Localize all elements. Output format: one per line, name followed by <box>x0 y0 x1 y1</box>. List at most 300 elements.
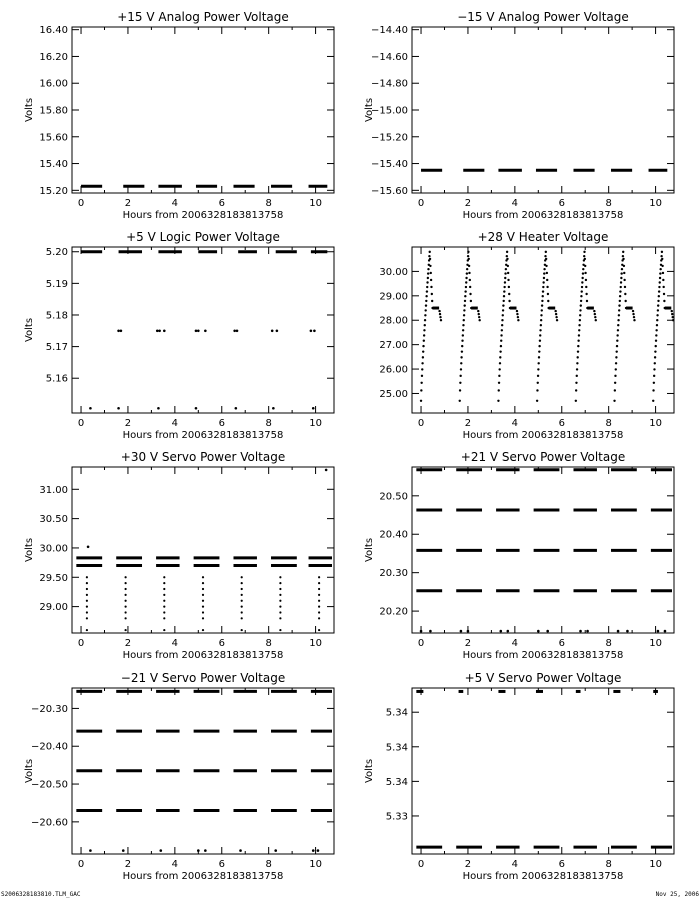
data-point <box>89 849 92 852</box>
data-point <box>661 258 663 260</box>
y-tick-label: 28.00 <box>379 315 408 327</box>
y-tick-label: 5.34 <box>385 742 408 754</box>
panel-title: +28 V Heater Voltage <box>477 230 609 244</box>
data-point <box>461 345 463 347</box>
data-point <box>202 600 204 602</box>
data-point <box>581 286 583 288</box>
data-point <box>423 329 425 331</box>
x-tick-label: 0 <box>417 638 425 649</box>
plot-frame <box>412 27 674 193</box>
data-point <box>429 265 431 267</box>
x-tick-label: 2 <box>464 418 472 429</box>
data-point <box>656 314 658 316</box>
data-point <box>318 582 320 584</box>
panel-title: +5 V Servo Power Voltage <box>464 671 622 685</box>
data-point <box>655 340 657 342</box>
data-point <box>659 268 661 270</box>
data-point <box>653 375 655 377</box>
data-point <box>506 251 508 253</box>
data-point <box>430 272 432 274</box>
data-point <box>318 611 320 613</box>
y-tick-label: 30.50 <box>39 514 68 526</box>
data-point <box>86 594 88 596</box>
data-point <box>279 594 281 596</box>
x-axis-title: Hours from 2006328183813758 <box>462 430 624 441</box>
data-point <box>318 576 320 578</box>
x-tick-label: 2 <box>124 859 132 870</box>
data-point <box>508 293 510 295</box>
data-point <box>463 314 465 316</box>
data-point <box>430 286 432 288</box>
data-point <box>577 350 579 352</box>
data-point <box>498 382 500 384</box>
data-point <box>503 286 505 288</box>
data-point <box>310 329 313 332</box>
data-point <box>537 368 539 370</box>
data-point <box>540 314 542 316</box>
data-point <box>502 304 504 306</box>
data-point <box>659 277 661 279</box>
data-point <box>671 310 673 312</box>
x-axis-title: Hours from 2006328183813758 <box>462 650 624 661</box>
x-tick-label: 6 <box>218 638 225 649</box>
data-series <box>76 469 332 632</box>
data-point <box>585 293 587 295</box>
data-point <box>86 606 88 608</box>
y-tick-label: −15.20 <box>370 132 408 144</box>
data-point <box>325 469 328 472</box>
x-tick-label: 4 <box>511 859 519 870</box>
data-point <box>505 268 507 270</box>
data-point <box>614 389 616 391</box>
data-point <box>312 407 315 410</box>
data-point <box>318 594 320 596</box>
data-point <box>163 594 165 596</box>
data-point <box>279 576 281 578</box>
data-point <box>579 309 581 311</box>
y-tick-label: 26.00 <box>379 364 408 376</box>
data-point <box>658 290 660 292</box>
data-point <box>279 611 281 613</box>
data-point <box>504 281 506 283</box>
data-point <box>239 849 242 852</box>
data-point <box>420 400 422 402</box>
panel-title: +21 V Servo Power Voltage <box>460 450 626 464</box>
data-point <box>547 300 549 302</box>
data-point <box>498 368 500 370</box>
y-tick-label: 5.20 <box>45 247 68 259</box>
x-tick-label: 8 <box>605 418 612 429</box>
footer-date: Nov 25, 2006 <box>655 891 699 898</box>
data-point <box>422 350 424 352</box>
data-point <box>582 272 584 274</box>
data-point <box>424 314 426 316</box>
data-point <box>500 340 502 342</box>
data-point <box>241 600 243 602</box>
data-point <box>580 300 582 302</box>
data-point <box>125 611 127 613</box>
y-tick-label: 20.50 <box>379 491 408 503</box>
data-point <box>459 382 461 384</box>
data-point <box>163 588 165 590</box>
data-point <box>659 281 661 283</box>
y-axis-title: Volts <box>24 758 35 784</box>
data-point <box>632 313 634 315</box>
data-point <box>507 630 510 633</box>
data-point <box>426 290 428 292</box>
data-point <box>428 255 430 257</box>
data-point <box>499 356 501 358</box>
y-tick-label: 20.20 <box>379 606 408 618</box>
data-point <box>122 849 125 852</box>
data-point <box>614 382 616 384</box>
data-point <box>420 382 422 384</box>
data-point <box>672 319 674 321</box>
data-point <box>459 389 461 391</box>
data-point <box>620 281 622 283</box>
data-point <box>539 334 541 336</box>
data-point <box>241 617 243 619</box>
data-point <box>86 600 88 602</box>
y-axis-title: Volts <box>364 537 375 563</box>
data-point <box>279 617 281 619</box>
data-point <box>460 630 463 633</box>
data-point <box>431 293 433 295</box>
x-tick-label: 6 <box>558 198 565 209</box>
data-point <box>425 300 427 302</box>
data-point <box>615 368 617 370</box>
data-point <box>195 329 198 332</box>
y-tick-label: −20.50 <box>30 779 68 791</box>
data-point <box>652 400 654 402</box>
data-point <box>86 611 88 613</box>
data-point <box>556 319 558 321</box>
data-point <box>579 314 581 316</box>
data-point <box>656 319 658 321</box>
data-point <box>578 329 580 331</box>
y-tick-label: 5.19 <box>45 278 68 290</box>
plot-frame <box>412 247 674 413</box>
x-axis-title: Hours from 2006328183813758 <box>122 650 284 661</box>
y-tick-label: −15.60 <box>370 185 408 197</box>
data-point <box>516 310 518 312</box>
data-point <box>661 265 663 267</box>
data-point <box>624 300 626 302</box>
data-point <box>632 310 634 312</box>
x-tick-label: 2 <box>124 418 132 429</box>
data-point <box>542 281 544 283</box>
data-point <box>586 300 588 302</box>
data-point <box>117 407 120 410</box>
data-point <box>236 329 239 332</box>
plot-frame <box>72 27 334 193</box>
data-point <box>318 629 320 631</box>
data-point <box>538 356 540 358</box>
y-tick-label: 29.00 <box>39 602 68 614</box>
data-point <box>575 400 577 402</box>
data-point <box>541 300 543 302</box>
data-point <box>462 329 464 331</box>
data-point <box>204 329 207 332</box>
data-point <box>579 319 581 321</box>
data-point <box>578 334 580 336</box>
y-tick-label: 5.16 <box>45 373 68 385</box>
data-point <box>279 629 281 631</box>
plot-frame <box>72 247 334 413</box>
x-tick-label: 8 <box>265 859 272 870</box>
data-point <box>461 350 463 352</box>
data-point <box>274 849 277 852</box>
panel-1 <box>24 10 334 221</box>
data-point <box>279 600 281 602</box>
data-point <box>583 251 585 253</box>
data-point <box>86 576 88 578</box>
data-point <box>581 281 583 283</box>
data-point <box>580 295 582 297</box>
data-point <box>584 258 586 260</box>
data-point <box>429 251 431 253</box>
data-point <box>672 316 674 318</box>
data-point <box>671 313 673 315</box>
x-tick-label: 0 <box>417 859 425 870</box>
data-point <box>538 345 540 347</box>
data-point <box>507 265 509 267</box>
data-point <box>545 265 547 267</box>
x-tick-label: 4 <box>171 638 179 649</box>
data-point <box>583 255 585 257</box>
data-point <box>439 316 441 318</box>
x-tick-label: 4 <box>171 859 179 870</box>
data-point <box>658 295 660 297</box>
x-tick-label: 10 <box>649 198 662 209</box>
x-tick-label: 8 <box>265 198 272 209</box>
x-tick-label: 0 <box>417 418 425 429</box>
y-tick-label: 29.00 <box>379 291 408 303</box>
x-tick-label: 6 <box>218 198 225 209</box>
data-point <box>500 334 502 336</box>
data-point <box>545 258 547 260</box>
y-tick-label: −20.40 <box>30 741 68 753</box>
panel-7 <box>24 671 334 882</box>
data-point <box>539 340 541 342</box>
data-point <box>616 334 618 336</box>
data-point <box>624 286 626 288</box>
data-point <box>501 329 503 331</box>
data-point <box>426 281 428 283</box>
data-series <box>420 251 675 402</box>
data-point <box>420 630 423 633</box>
data-point <box>542 286 544 288</box>
data-point <box>546 630 549 633</box>
data-point <box>317 849 320 852</box>
y-tick-label: −14.80 <box>370 78 408 90</box>
data-point <box>279 606 281 608</box>
data-point <box>86 617 88 619</box>
y-tick-label: 15.20 <box>39 185 68 197</box>
data-point <box>540 319 542 321</box>
data-point <box>158 329 161 332</box>
data-point <box>117 329 120 332</box>
data-point <box>497 400 499 402</box>
data-point <box>546 279 548 281</box>
data-point <box>425 295 427 297</box>
data-point <box>120 329 123 332</box>
data-point <box>543 272 545 274</box>
data-point <box>546 272 548 274</box>
data-point <box>89 407 92 410</box>
panel-5 <box>24 450 334 661</box>
y-tick-label: 30.00 <box>379 266 408 278</box>
data-point <box>617 329 619 331</box>
data-point <box>498 375 500 377</box>
data-point <box>460 356 462 358</box>
data-point <box>657 304 659 306</box>
data-point <box>427 268 429 270</box>
y-tick-label: 27.00 <box>379 340 408 352</box>
x-tick-label: 2 <box>464 198 472 209</box>
data-point <box>426 286 428 288</box>
data-point <box>654 350 656 352</box>
data-point <box>241 576 243 578</box>
x-tick-label: 0 <box>77 418 85 429</box>
data-point <box>616 340 618 342</box>
data-point <box>461 340 463 342</box>
data-point <box>163 629 165 631</box>
data-point <box>618 304 620 306</box>
data-point <box>653 368 655 370</box>
data-point <box>466 272 468 274</box>
x-tick-label: 6 <box>218 859 225 870</box>
data-point <box>421 368 423 370</box>
data-point <box>241 594 243 596</box>
data-point <box>466 268 468 270</box>
x-tick-label: 0 <box>77 198 85 209</box>
data-point <box>593 310 595 312</box>
data-point <box>622 251 624 253</box>
y-tick-label: 15.80 <box>39 105 68 117</box>
data-point <box>478 313 480 315</box>
x-tick-label: 10 <box>309 418 322 429</box>
data-point <box>503 300 505 302</box>
data-point <box>125 600 127 602</box>
data-point <box>318 588 320 590</box>
data-point <box>272 407 275 410</box>
panel-title: −21 V Servo Power Voltage <box>120 671 286 685</box>
panel-title: −15 V Analog Power Voltage <box>457 10 629 24</box>
data-point <box>507 279 509 281</box>
data-point <box>429 630 432 633</box>
data-point <box>581 290 583 292</box>
x-tick-label: 4 <box>511 198 519 209</box>
data-point <box>467 251 469 253</box>
x-tick-label: 6 <box>558 638 565 649</box>
data-point <box>87 545 90 548</box>
data-point <box>595 319 597 321</box>
panel-2 <box>364 10 674 221</box>
y-axis-title: Volts <box>24 97 35 123</box>
data-point <box>594 316 596 318</box>
x-axis-title: Hours from 2006328183813758 <box>122 430 284 441</box>
data-point <box>498 389 500 391</box>
data-point <box>195 407 198 410</box>
data-point <box>427 277 429 279</box>
data-point <box>582 268 584 270</box>
data-point <box>616 350 618 352</box>
y-tick-label: 15.40 <box>39 159 68 171</box>
data-point <box>431 300 433 302</box>
data-point <box>504 277 506 279</box>
data-point <box>163 611 165 613</box>
data-series <box>416 470 672 633</box>
data-point <box>541 309 543 311</box>
data-point <box>618 309 620 311</box>
x-axis-title: Hours from 2006328183813758 <box>462 871 624 882</box>
data-point <box>467 630 470 633</box>
data-point <box>615 356 617 358</box>
x-tick-label: 4 <box>511 418 519 429</box>
data-point <box>546 286 548 288</box>
data-point <box>506 258 508 260</box>
x-tick-label: 2 <box>464 859 472 870</box>
data-point <box>579 630 582 633</box>
data-point <box>459 400 461 402</box>
data-point <box>585 286 587 288</box>
x-tick-label: 10 <box>309 198 322 209</box>
data-point <box>125 588 127 590</box>
x-tick-label: 6 <box>558 418 565 429</box>
data-point <box>204 849 207 852</box>
data-point <box>615 362 617 364</box>
x-tick-label: 10 <box>649 859 662 870</box>
panel-title: +15 V Analog Power Voltage <box>117 10 289 24</box>
data-point <box>464 295 466 297</box>
data-point <box>420 389 422 391</box>
data-point <box>438 310 440 312</box>
data-point <box>538 350 540 352</box>
data-point <box>318 617 320 619</box>
data-point <box>662 286 664 288</box>
data-point <box>125 582 127 584</box>
panel-6 <box>364 450 674 661</box>
data-point <box>621 268 623 270</box>
data-point <box>241 606 243 608</box>
data-point <box>271 329 274 332</box>
data-point <box>241 611 243 613</box>
data-point <box>623 279 625 281</box>
data-point <box>235 407 238 410</box>
x-tick-label: 2 <box>124 198 132 209</box>
x-tick-label: 6 <box>218 418 225 429</box>
data-series <box>76 691 332 851</box>
data-point <box>584 272 586 274</box>
data-point <box>661 251 663 253</box>
data-point <box>575 382 577 384</box>
data-point <box>537 630 540 633</box>
data-point <box>422 356 424 358</box>
data-point <box>312 849 315 852</box>
data-point <box>163 617 165 619</box>
panel-8 <box>364 671 674 882</box>
data-point <box>477 310 479 312</box>
data-point <box>500 345 502 347</box>
x-tick-label: 10 <box>309 638 322 649</box>
y-tick-label: 16.20 <box>39 51 68 63</box>
data-point <box>657 300 659 302</box>
data-point <box>241 582 243 584</box>
data-point <box>576 368 578 370</box>
y-tick-label: 5.18 <box>45 310 68 322</box>
data-point <box>544 255 546 257</box>
